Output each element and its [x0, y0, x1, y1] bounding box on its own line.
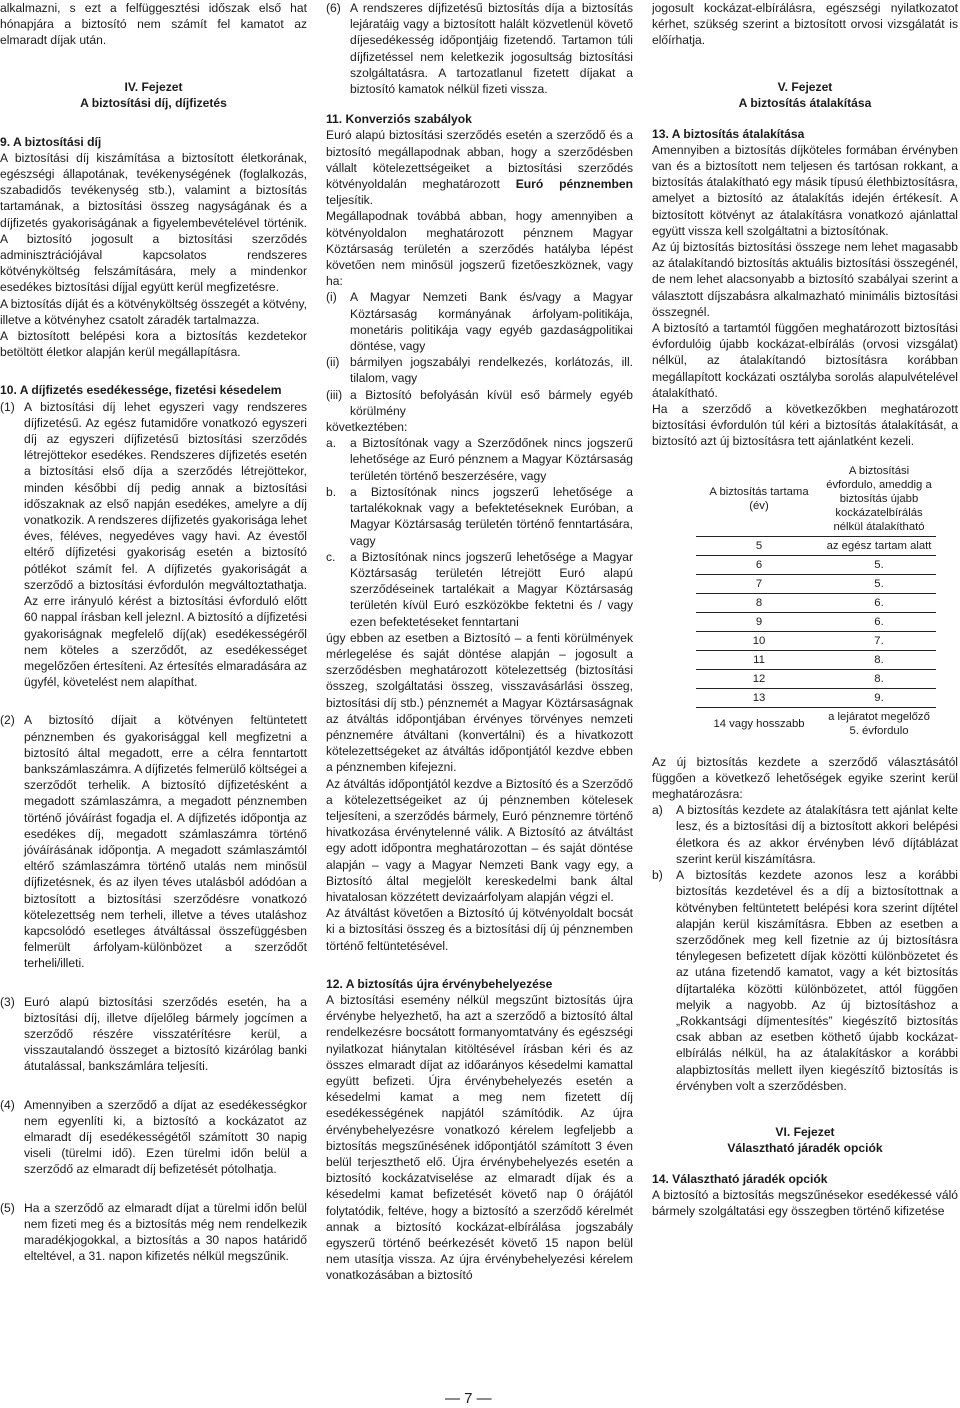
item-label: (i)	[326, 290, 337, 305]
section-10-title: 10. A díjfizetés esedékessége, fizetési késedelem	[0, 383, 282, 398]
lettered-item	[326, 484, 633, 549]
table-cell: 5.	[822, 574, 936, 593]
item-text: A biztosítási díj lehet egyszeri vagy rendszeres díjfizetésű. Az egész futamidőre vonatkozó egyszeri díj az egyszeri díjfizetésű biztosítási szerződés létrejöttekor esedékes. Rendszeres díjfizetés esetén a biztosítási első díja a szerződés létrejöttekor, minden későbbi díj pedig annak a biztosítási időszaknak az első napján esedékes, amelyre a díj vonatkozik. A rendszeres díjfizetés gyakorisága lehet éves, féléves, negyedéves vagy havi. Az évestől eltérő díjfizetési gyakoriság esetén a biztosító pótlékot számít fel. A díjfizetés gyakoriságát a szerződő a biztosítási évfordulón megváltoztathatja. Az erre irányuló kérést a biztosítási évforduló előtt 60 nappal írásban kell jeleznI. A biztosító a díjfizetési gyakoriságnak megfelelő díj(ak) esedékességéről nem köteles a szerződőt, az esedékességet megelőzően értesíteni. Az értesítés elmaradására az ügyfél, követelést nem alapíthat.	[24, 399, 308, 690]
section-11-paragraph: úgy ebben az esetben a Biztosító – a fenti körülmények mérlegelése és saját döntése alapján – jogosult a szerződésben meghatározott kötelezettség (biztosítási összeg, szolgáltatási összeg, visszavásárlási összeg, biztosítási díj stb.) pénznemét a Magyar Köztársaságnak az átváltás időpontjában érvényes törvényes nemzeti pénznemére átváltani (konvertálni) és a hivatkozott kötelezettségeket az átváltás időpontjától kezdve ebben a pénznemben kifejezni.	[326, 630, 633, 775]
table-row	[696, 536, 936, 555]
section-9-paragraph: A biztosított belépési kora a biztosítás kezdetekor betöltött életkor alapján kerül megállapításra.	[0, 329, 307, 360]
item-text: A biztosítás kezdete az átalakításra tett ajánlat kelte lesz, és a biztosítási díj a biztosított akkori belépési életkora és az akkor érvényben lévő díjtáblázat szerint kerül kiszámításra.	[676, 803, 958, 866]
item-text: Euró alapú biztosítási szerződés esetén, ha a biztosítási díj, illetve díjelőleg bármely jogcímen a szerződő részére visszatérítésre kerül, a visszautalandó összeget a biztosító kizárólag banki átutalással, bankszámlára teljesíti.	[24, 994, 307, 1074]
page-number-value: 7	[464, 1390, 473, 1407]
continuation-text: jogosult kockázat-elbírálásra, egészségi nyilatkozatot kérhet, szükség szerint a biztosított orvosi vizsgálatát is előírhatja.	[652, 1, 958, 48]
header-cell-term: A biztosítás tartama (év)	[696, 462, 822, 537]
table-cell: 9	[696, 612, 822, 631]
section-12-paragraph: A biztosítási esemény nélkül megszűnt biztosítás újra érvénybe helyezhető, ha azt a szerződő a biztosító által rendelkezésre bocsátott formanyomtatvány és egészségi nyilatkozat hiánytalan kitöltésével írásban kéri és az összes elmaradt díjat az időarányos késedelmi kamattal együtt befizeti. Újra érvénybehelyezés esetén a késedelmi kamat a meg nem fizetett díj esedékességének napjától számítódik. Az újra érvénybehelyezésre vonatkozó kérelem legfeljebb a biztosítás megszűnésének időpontjától számított 3 éven belül terjeszthető elő. Újra érvénybehelyezés esetén a biztosító kockázatviselése az elmaradt díjak és a késedelmi kamat befizetését követő nap 0 órájától folytatódik, feltéve, hogy a biztosító a szerződő kérelmét annak a biztosító kockázat-elbírálása jogszabály egyszerű történő beérkezését követő 15 napon belül nem utasítja vissza. Az újra érvénybehelyezési kérelem vonatkozásában a biztosító	[326, 992, 633, 1283]
item-label: (4)	[0, 1097, 15, 1112]
text-run: teljesítik.	[326, 193, 374, 208]
table-row	[696, 688, 936, 707]
section-13-paragraph: Ha a szerződő a következőkben meghatározott biztosítási évfordulón túl kéri a biztosítás átalakítását, a biztosító azt új biztosításra tett ajánlatként kezeli.	[652, 402, 958, 449]
table-cell: az egész tartam alatt	[822, 536, 936, 555]
table-cell: 6.	[822, 612, 936, 631]
table-cell: 6.	[822, 593, 936, 612]
table-cell: 8.	[822, 669, 936, 688]
numbered-item	[0, 1200, 307, 1265]
item-label: c.	[326, 549, 336, 564]
table-cell: 5.	[822, 555, 936, 574]
roman-item	[326, 354, 633, 386]
table-cell: 14 vagy hosszabb	[713, 717, 805, 730]
item-text: bármilyen jogszabályi rendelkezés, korlátozás, ill. tilalom, vagy	[350, 355, 633, 386]
item-label: (6)	[326, 1, 341, 15]
column-right	[652, 0, 958, 1220]
item-text: a Biztosítónak nincs jogszerű lehetősége a tartalékoknak vagy a befektetéseknek Euróban, a Magyar Köztársaság területén történő fenntartására, vagy	[350, 484, 633, 548]
table-cell: 5	[696, 536, 822, 555]
table-cell: 9.	[822, 688, 936, 707]
item-label: (3)	[0, 994, 15, 1009]
item-label: (5)	[0, 1200, 15, 1215]
numbered-item	[0, 399, 307, 691]
item-label: (iii)	[326, 387, 343, 402]
table-row	[696, 631, 936, 650]
item-text: Ha a szerződő az elmaradt díjat a türelmi időn belül nem fizeti meg és a biztosítás még nem rendelkezik maradékjogokkal, a biztosítás a 30 napos határidő elteltével, a 31. napon kifizetés nélkül megszűnik.	[24, 1200, 307, 1264]
table-cell: 11	[696, 650, 822, 669]
chapter-v-number: V. Fejezet	[777, 79, 833, 94]
table-header-row	[696, 462, 936, 537]
section-12-title: 12. A biztosítás újra érvénybehelyezése	[326, 976, 553, 991]
chapter-v-title: A biztosítás átalakítása	[738, 96, 872, 111]
section-9-paragraph: A biztosítás díját és a kötvényköltség összegét a kötvény, illetve a kötvényhez csatolt záradék tartalmazza.	[0, 296, 307, 327]
section-14-title: 14. Választható járadék opciók	[652, 1171, 828, 1186]
chapter-iv-title: A biztosítási díj, díjfizetés	[80, 96, 227, 111]
section-11-paragraph	[326, 127, 633, 208]
table-cell: 13	[696, 688, 822, 707]
column-middle	[326, 0, 633, 1284]
item-label: a.	[326, 436, 337, 451]
table-row	[696, 612, 936, 631]
page-number: — 7 —	[445, 1390, 492, 1407]
text-run: Euró alapú biztosítási szerződés esetén a szerződő és a biztosító megállapodnak abban, hogy a szerződésben vállalt kötelezettségeiket a biztosítási szerződés kötvényoldalán meghatározott	[326, 128, 633, 192]
numbered-item	[0, 994, 307, 1075]
chapter-iv-number: IV. Fejezet	[124, 79, 183, 94]
lettered-item	[652, 867, 958, 1094]
section-13-paragraph: Amennyiben a biztosítás díjköteles formában érvényben van és a biztosított nem teljesen és tartósan rokkant, a biztosítás átalakítható egy másik típusú élethbiztosításra, amelyet a biztosító az átalakítás idején értékesít. A biztosított kötvényt az átalakításra vonatkozó ajánlattal együtt vissza kell szolgáltatni a biztosítónak.	[652, 142, 958, 238]
table-row	[696, 593, 936, 612]
table-cell: 7.	[822, 631, 936, 650]
table-row	[696, 574, 936, 593]
lettered-item	[326, 435, 633, 484]
section-11-paragraph: Az átváltás időpontjától kezdve a Biztosító és a Szerződő a kötelezettségeiket az új pénznemben kötelesek teljesíteni, a szerződés bármely, Euró pénznemre történő hivatkozása érvénytelenné válik. A Biztosító az átváltást egy adott időpontra meghatározottan – és saját döntése alapján – vagy a Magyar Nemzeti Bank vagy egy, a Biztosító által megjelölt kereskedelmi bank által hivatalosan közzétett devizaárfolyam alapján végzi el.	[326, 776, 633, 904]
table-cell: a lejáratot megelőző 5. évfordulo	[828, 710, 930, 737]
table-cell: 12	[696, 669, 822, 688]
item-label: b)	[652, 868, 663, 883]
section-9-title: 9. A biztosítási díj	[0, 134, 102, 149]
lettered-item	[326, 549, 633, 630]
column-left	[0, 0, 307, 1264]
section-11-paragraph: következtében:	[326, 420, 408, 435]
section-11-paragraph: Az átváltást követően a Biztosító új kötvényoldalt bocsát ki a biztosítási összeg és a biztosítási díj új pénznemben történő feltüntetésével.	[326, 906, 633, 953]
table-cell: 10	[696, 631, 822, 650]
continuation-text: alkalmazni, s ezt a felfüggesztési időszak első hat hónapjára a biztosító nem számít fel kamatot az elmaradt díjak után.	[0, 1, 307, 48]
item-text: A Magyar Nemzeti Bank és/vagy a Magyar Köztársaság kormányának árfolyam-politikája, monetáris politikája vagy egyéb gazdaságpolitikai döntése, vagy	[350, 290, 633, 354]
chapter-vi-number: VI. Fejezet	[775, 1124, 835, 1139]
item-label: (2)	[0, 713, 15, 728]
chapter-vi-title: Választható járadék opciók	[727, 1141, 883, 1156]
roman-item	[326, 387, 633, 419]
section-11-title: 11. Konverziós szabályok	[326, 112, 472, 127]
currency-emphasis: Euró pénznemben	[515, 177, 633, 192]
numbered-item	[0, 712, 307, 971]
item-label: b.	[326, 484, 337, 499]
table-row	[696, 555, 936, 574]
numbered-item	[326, 0, 633, 97]
table-cell: 6	[696, 555, 822, 574]
roman-item	[326, 289, 633, 354]
item-text: Amennyiben a szerződő a díjat az esedékességkor nem egyenlíti ki, a biztosító a kockázatot az elmaradt díj esedékességétől számított 30 napig viseli (türelmi idő). Ezen türelmi időn belül a szerződő az elmaradt díj befizetését pótolhatja.	[24, 1097, 307, 1177]
item-label: (ii)	[326, 355, 340, 370]
section-13-paragraph: A biztosító a tartamtól függően meghatározott biztosítási évfordulóig újabb kockázat-elbírálás (orvosi vizsgálat) nélkül, az átalakítandó biztosításra korábban megállapított kockázati osztályba sorolás alapulvételével átalakítható.	[652, 321, 958, 400]
item-text: A biztosító díjait a kötvényen feltüntetett pénznemben és gyakorisággal kell megfizetni a biztosító által megadott, erre a célra fenntartott bankszámlaszámra. A díjfizetés felmerülő költségei a szerződőt terhelik. A biztosító díjfizetésként a megadott számlaszámra, a megadott pénznemben történő jóváírást fogadja el. A díjfizetés időpontja az esedékes díj, megadott számlaszámra történő jóváírásának időpontja. A megadott számlaszámtól eltérő számlaszámra történő utalás nem minősül díjfizetésnek, és az ilyen téves utalásból adódóan a biztosított a biztosítási szerződésre vonatkozó kötelezettség nem terheli, illetve a téves utaláshoz kapcsolódó esetleges átváltással összefüggésben felmerült árfolyam-különbözet a szerződőt terheli/illeti.	[24, 713, 307, 971]
section-11-paragraph: Megállapodnak továbbá abban, hogy amennyiben a kötvényoldalon meghatározott pénznem Magyar Köztársaság területén a szerződés hatályba lépést követően nem minősül jogszerű fizetőeszköznek, vagy ha:	[326, 209, 633, 289]
table-cell: 7	[696, 574, 822, 593]
item-text: a Biztosítónak nincs jogszerű lehetősége a Magyar Köztársaság területén létrejött Euró alapú szerződéseinek tartalékait a Magyar Köztársaság területén kívül Euró eszközökbe fektetni és / vagy ezen befektetéseket fenntartani	[350, 549, 633, 629]
numbered-item	[0, 1097, 307, 1178]
lettered-item	[652, 802, 958, 867]
item-text: a Biztosítónak vagy a Szerződőnek nincs jogszerű lehetősége az Euró pénznem a Magyar Köztársaság területén történő beszerzésére, vagy	[350, 436, 633, 483]
section-13-title: 13. A biztosítás átalakítása	[652, 126, 805, 141]
item-text: A biztosítás kezdete azonos lesz a korábbi biztosítás kezdetével és a díj a biztosítottnak a kötvényben feltüntetett belépési kora szerint díjtétel alapján kerül kiszámításra. Ebben az esetben a szerződőnek meg kell fizetnie az új biztosításra ténylegesen befizetett díjak közötti különbözetet és az utána fizetendő kamatot, vagy a két biztosítás díjtartaléka közötti különbözetet, attól függően melyik a nagyobb. Az új biztosításhoz a „Rokkantsági díjmentesítés” kiegészítő biztosítás csak abban az esetben köthető újabb kockázat-elbírálás nélkül, ha az átalakításkor a korábbi alapbiztosítás mellett ilyen kiegészítő biztosítás is érvényben volt a szerződésben.	[676, 868, 958, 1093]
section-14-paragraph: A biztosító a biztosítás megszűnésekor esedékessé váló bármely szolgáltatási egy összegben történő kifizetése	[652, 1188, 958, 1219]
section-9-paragraph: A biztosítási díj kiszámítása a biztosított életkorának, egészségi állapotának, tevékenységének (foglalkozás, szabadidős tevékenység stb.), valamint a biztosítás tartamának, a biztosítási összeg nagyságának és a díjfizetés gyakoriságának a figyelembevételével történik. A biztosító jogosult a biztosítási szerződés adminisztrációjával kapcsolatos rendszeres kötvényköltség felszámítására, mely a mindenkor esedékes biztosítási díjjal együtt kerül megfizetésre.	[0, 150, 307, 295]
item-text: a Biztosító befolyásán kívül eső bármely egyéb körülmény	[350, 387, 633, 418]
table-row	[696, 650, 936, 669]
table-cell: 8.	[822, 650, 936, 669]
table-cell: 8	[696, 593, 822, 612]
item-text: A rendszeres díjfizetésű biztosítás díja a biztosítás lejáratáig vagy a biztosított halált közvetlenül követő díjesedékesség időpontjáig fizetendő. Tartamon túli díjfizetéssel nem keletkezik jogosultság biztosítási szolgáltatásra. A tartozatlanul fizetett díjakat a biztosító kamatok nélkül fizeti vissza.	[350, 1, 633, 97]
item-label: a)	[652, 803, 663, 818]
section-13-paragraph: Az új biztosítás biztosítási összege nem lehet magasabb az átalakítandó biztosítás aktuális biztosítási összegénél, de nem lehet alacsonyabb a biztosító szabályai szerint a választott díjszabásra alkalmazható minimális biztosítási összegnél.	[652, 240, 958, 319]
header-cell-anniversary: A biztosítási évfordulo, ameddig a biztosítás újabb kockázatelbírálás nélkül átalakítható	[822, 462, 936, 537]
section-13-paragraph: Az új biztosítás kezdete a szerződő választásától függően a következő lehetőségek egyike szerint kerül meghatározásra:	[652, 754, 958, 802]
table-row	[696, 669, 936, 688]
conversion-deadline-table	[696, 462, 936, 740]
table-row	[696, 707, 936, 740]
item-label: (1)	[0, 399, 15, 414]
